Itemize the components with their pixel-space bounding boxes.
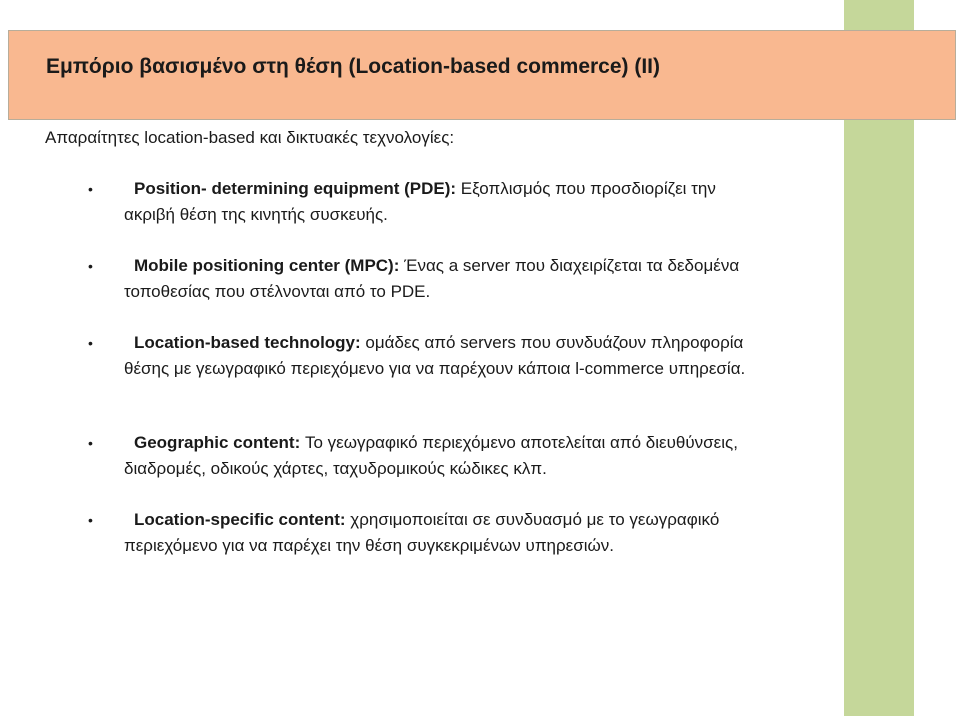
- bullet-term: Location-based technology:: [134, 333, 361, 352]
- bullet-item-location-specific-content: [88, 507, 764, 559]
- bullet-text: Το γεωγραφικό περιεχόμενο αποτελείται από διευθύνσεις, διαδρομές, οδικούς χάρτες, ταχυδρομικούς κώδικες κλπ.: [124, 433, 738, 478]
- bullet-dot-icon: •: [88, 512, 93, 528]
- bullet-dot-icon: •: [88, 258, 93, 274]
- bullet-dot-icon: •: [88, 335, 93, 351]
- intro-text: Απαραίτητες location-based και δικτυακές τεχνολογίες:: [45, 128, 455, 147]
- bullet-dot-icon: •: [88, 181, 93, 197]
- bullet-text: Εξοπλισμός που προσδιορίζει την ακριβή θέση της κινητής συσκευής.: [124, 179, 716, 224]
- bullet-term: Position- determining equipment (PDE):: [134, 179, 457, 198]
- bullet-term: Location-specific content:: [134, 510, 346, 529]
- bullet-item-location-technology: [88, 330, 764, 382]
- bullet-item-pde: [88, 176, 764, 228]
- bullet-term: Geographic content:: [134, 433, 301, 452]
- bullet-term: Mobile positioning center (MPC):: [134, 256, 400, 275]
- slide-title: Εμπόριο βασισμένο στη θέση (Location-based commerce) (II): [46, 55, 661, 78]
- bullet-text: ομάδες από servers που συνδυάζουν πληροφορία θέσης με γεωγραφικό περιεχόμενο για να παρέχουν κάποια l-commerce υπηρεσία.: [124, 333, 746, 378]
- bullet-text: Ένας a server που διαχειρίζεται τα δεδομένα τοποθεσίας που στέλνονται από το PDE.: [124, 256, 740, 301]
- bullet-dot-icon: •: [88, 435, 93, 451]
- bullet-text: χρησιμοποιείται σε συνδυασμό με το γεωγραφικό περιεχόμενο για να παρέχει την θέση συγκεκριμένων υπηρεσιών.: [124, 510, 720, 555]
- bullet-item-mpc: [88, 253, 764, 305]
- bullet-item-geographic-content: [88, 430, 764, 482]
